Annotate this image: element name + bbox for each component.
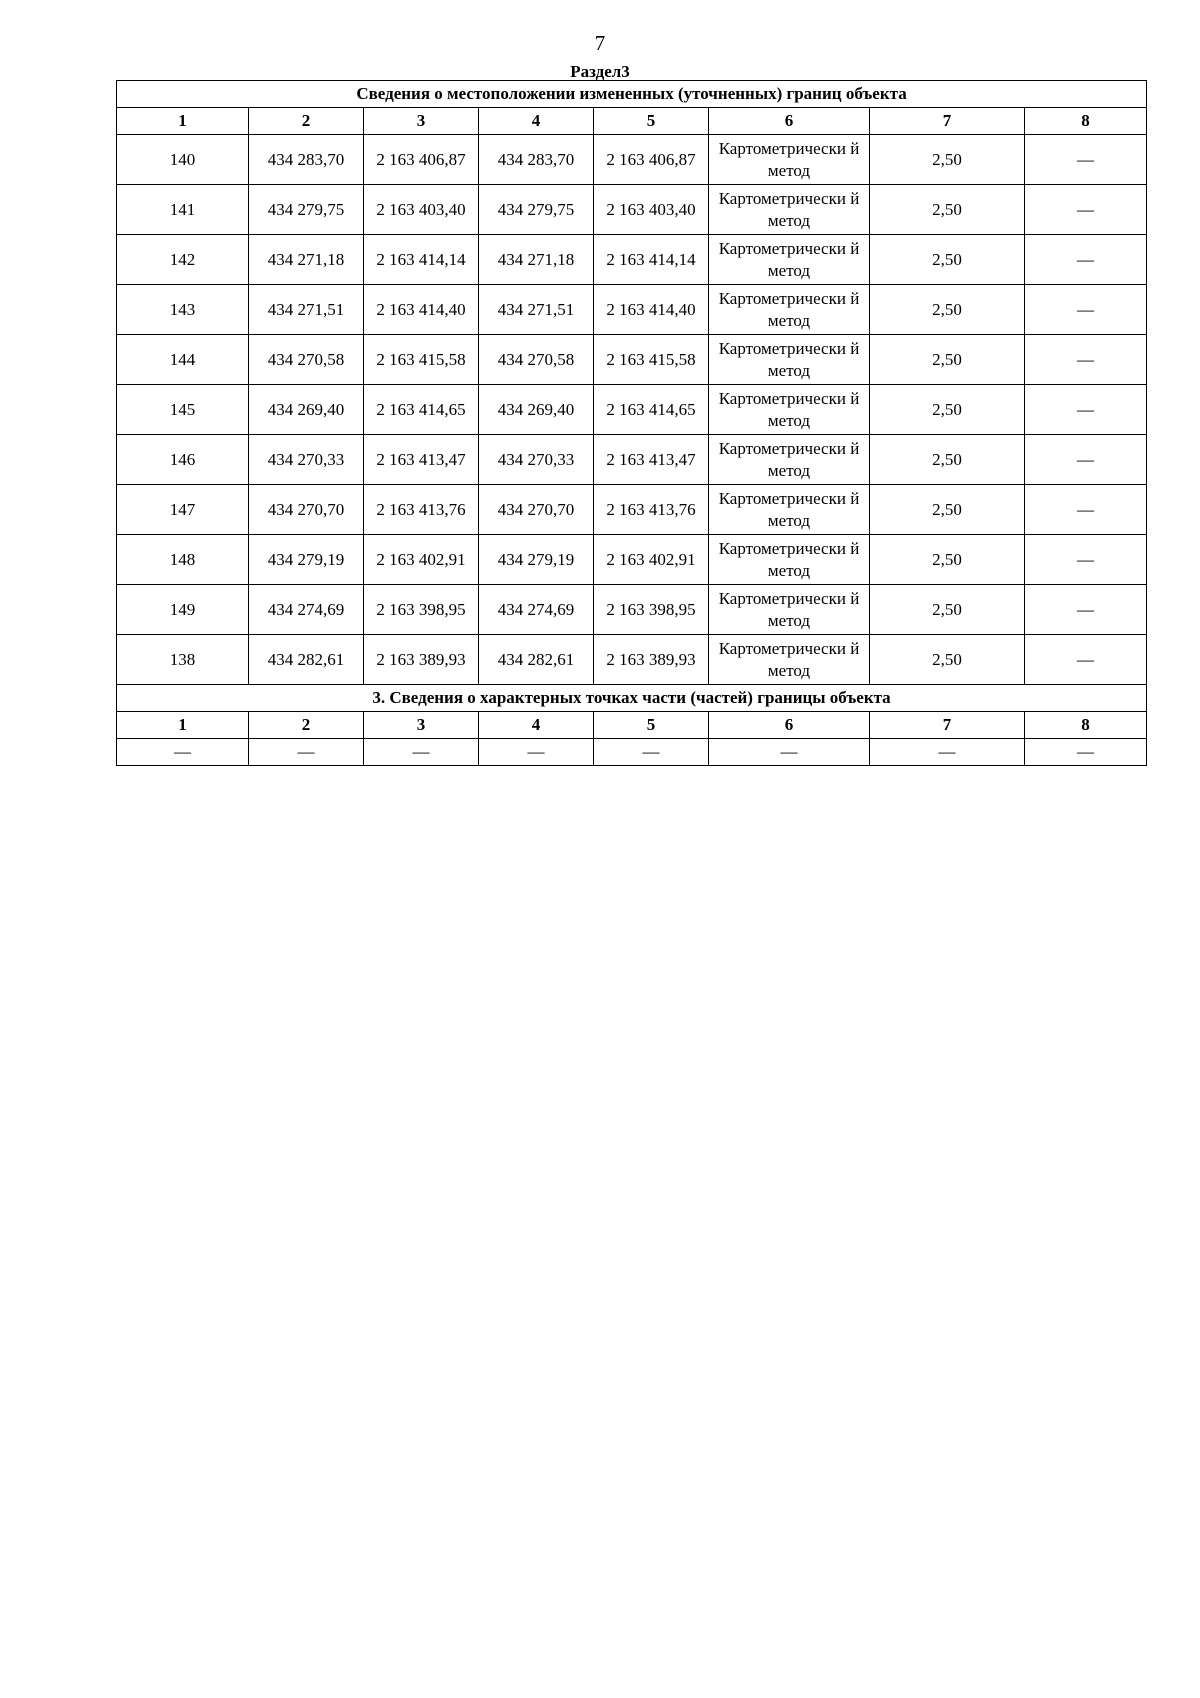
table-cell: 434 282,61 (249, 635, 364, 685)
table-cell: — (1025, 385, 1147, 435)
table-cell: 2,50 (870, 185, 1025, 235)
subsection-row (117, 739, 1147, 766)
table-row (117, 185, 1147, 235)
table-cell: 2 163 414,40 (594, 285, 709, 335)
table-cell: 146 (117, 435, 249, 485)
column-number: 4 (479, 712, 594, 739)
table-row (117, 435, 1147, 485)
table-cell: 2,50 (870, 485, 1025, 535)
method-cell: Картометрически й метод (709, 635, 870, 685)
column-number: 7 (870, 712, 1025, 739)
table-cell: — (1025, 739, 1147, 766)
table-row (117, 635, 1147, 685)
table-cell: 434 269,40 (479, 385, 594, 435)
subsection-column-number-row (117, 712, 1147, 739)
subsection-caption: 3. Сведения о характерных точках части (частей) границы объекта (117, 685, 1147, 712)
table-cell: 2 163 414,14 (594, 235, 709, 285)
table-cell: — (709, 739, 870, 766)
table-cell: — (1025, 335, 1147, 385)
column-number: 1 (117, 712, 249, 739)
table-cell: 2,50 (870, 635, 1025, 685)
table-row (117, 485, 1147, 535)
table-cell: 145 (117, 385, 249, 435)
table-cell: 434 271,51 (479, 285, 594, 335)
table-cell: — (1025, 135, 1147, 185)
column-number: 8 (1025, 712, 1147, 739)
table-cell: 434 269,40 (249, 385, 364, 435)
column-number: 8 (1025, 108, 1147, 135)
table-cell: 2,50 (870, 435, 1025, 485)
table-cell: 434 283,70 (249, 135, 364, 185)
table-cell: 138 (117, 635, 249, 685)
table-cell: — (249, 739, 364, 766)
table-cell: — (117, 739, 249, 766)
table-cell: — (1025, 435, 1147, 485)
table-row (117, 335, 1147, 385)
table-row (117, 385, 1147, 435)
table-cell: 2 163 413,76 (364, 485, 479, 535)
column-number: 3 (364, 712, 479, 739)
table-cell: — (1025, 485, 1147, 535)
method-cell: Картометрически й метод (709, 135, 870, 185)
column-number: 5 (594, 108, 709, 135)
table-cell: 2 163 413,76 (594, 485, 709, 535)
method-cell: Картометрически й метод (709, 485, 870, 535)
column-number: 6 (709, 712, 870, 739)
table-cell: 2 163 389,93 (594, 635, 709, 685)
table-cell: 2 163 389,93 (364, 635, 479, 685)
table-cell: 140 (117, 135, 249, 185)
table-cell: 2 163 414,40 (364, 285, 479, 335)
table-cell: 2 163 402,91 (594, 535, 709, 585)
method-cell: Картометрически й метод (709, 185, 870, 235)
table-cell: 2 163 403,40 (594, 185, 709, 235)
table-row (117, 135, 1147, 185)
table-cell: 434 271,18 (479, 235, 594, 285)
table-cell: — (364, 739, 479, 766)
table-cell: 434 279,75 (479, 185, 594, 235)
table-cell: 434 270,33 (479, 435, 594, 485)
table-cell: 2 163 398,95 (364, 585, 479, 635)
column-number: 7 (870, 108, 1025, 135)
column-number: 6 (709, 108, 870, 135)
method-cell: Картометрически й метод (709, 285, 870, 335)
table-cell: 434 270,33 (249, 435, 364, 485)
table-cell: — (594, 739, 709, 766)
column-number: 2 (249, 712, 364, 739)
table-cell: — (1025, 235, 1147, 285)
column-number: 5 (594, 712, 709, 739)
table-row (117, 585, 1147, 635)
table-cell: 434 274,69 (479, 585, 594, 635)
table-cell: 2 163 403,40 (364, 185, 479, 235)
table-cell: — (479, 739, 594, 766)
method-cell: Картометрически й метод (709, 385, 870, 435)
table-cell: 2 163 406,87 (364, 135, 479, 185)
table-cell: 2 163 406,87 (594, 135, 709, 185)
method-cell: Картометрически й метод (709, 585, 870, 635)
table-row (117, 535, 1147, 585)
column-number: 1 (117, 108, 249, 135)
table-cell: 149 (117, 585, 249, 635)
page-number: 7 (594, 31, 606, 55)
table-cell: 434 270,70 (249, 485, 364, 535)
table-cell: 2,50 (870, 135, 1025, 185)
table-cell: 434 270,58 (249, 335, 364, 385)
table-cell: 434 271,51 (249, 285, 364, 335)
table-cell: — (1025, 635, 1147, 685)
table-cell: 144 (117, 335, 249, 385)
table-cell: 142 (117, 235, 249, 285)
section-title: Раздел3 (570, 62, 630, 81)
table-cell: 148 (117, 535, 249, 585)
table-cell: 434 282,61 (479, 635, 594, 685)
table-cell: — (1025, 185, 1147, 235)
table-cell: 2 163 414,65 (594, 385, 709, 435)
table-cell: 2,50 (870, 535, 1025, 585)
table-cell: 434 270,58 (479, 335, 594, 385)
table-cell: 2 163 415,58 (364, 335, 479, 385)
table-cell: 2 163 413,47 (594, 435, 709, 485)
table-cell: — (870, 739, 1025, 766)
table-cell: 434 274,69 (249, 585, 364, 635)
table-cell: 2,50 (870, 335, 1025, 385)
table-cell: 434 279,75 (249, 185, 364, 235)
table-cell: 2 163 402,91 (364, 535, 479, 585)
table-row (117, 285, 1147, 335)
table-cell: 434 270,70 (479, 485, 594, 535)
table-caption: Сведения о местоположении измененных (уточненных) границ объекта (117, 81, 1147, 108)
subsection-caption-row (117, 685, 1147, 712)
table-cell: 434 279,19 (479, 535, 594, 585)
table-cell: 141 (117, 185, 249, 235)
table-row (117, 235, 1147, 285)
table-cell: 2 163 398,95 (594, 585, 709, 635)
table-caption-row (117, 81, 1147, 108)
table-cell: 143 (117, 285, 249, 335)
table-cell: 2 163 415,58 (594, 335, 709, 385)
column-number: 3 (364, 108, 479, 135)
table-cell: 147 (117, 485, 249, 535)
table-cell: 2,50 (870, 285, 1025, 335)
method-cell: Картометрически й метод (709, 435, 870, 485)
table-cell: 2,50 (870, 385, 1025, 435)
column-number-row (117, 108, 1147, 135)
table-cell: — (1025, 535, 1147, 585)
column-number: 2 (249, 108, 364, 135)
table-cell: — (1025, 285, 1147, 335)
table-cell: 2 163 414,65 (364, 385, 479, 435)
method-cell: Картометрически й метод (709, 235, 870, 285)
table-cell: 2,50 (870, 585, 1025, 635)
table-cell: 2,50 (870, 235, 1025, 285)
table-cell: — (1025, 585, 1147, 635)
column-number: 4 (479, 108, 594, 135)
table-cell: 2 163 414,14 (364, 235, 479, 285)
method-cell: Картометрически й метод (709, 535, 870, 585)
table-cell: 2 163 413,47 (364, 435, 479, 485)
table-cell: 434 279,19 (249, 535, 364, 585)
method-cell: Картометрически й метод (709, 335, 870, 385)
table-cell: 434 283,70 (479, 135, 594, 185)
table-cell: 434 271,18 (249, 235, 364, 285)
boundary-table (116, 80, 1147, 766)
